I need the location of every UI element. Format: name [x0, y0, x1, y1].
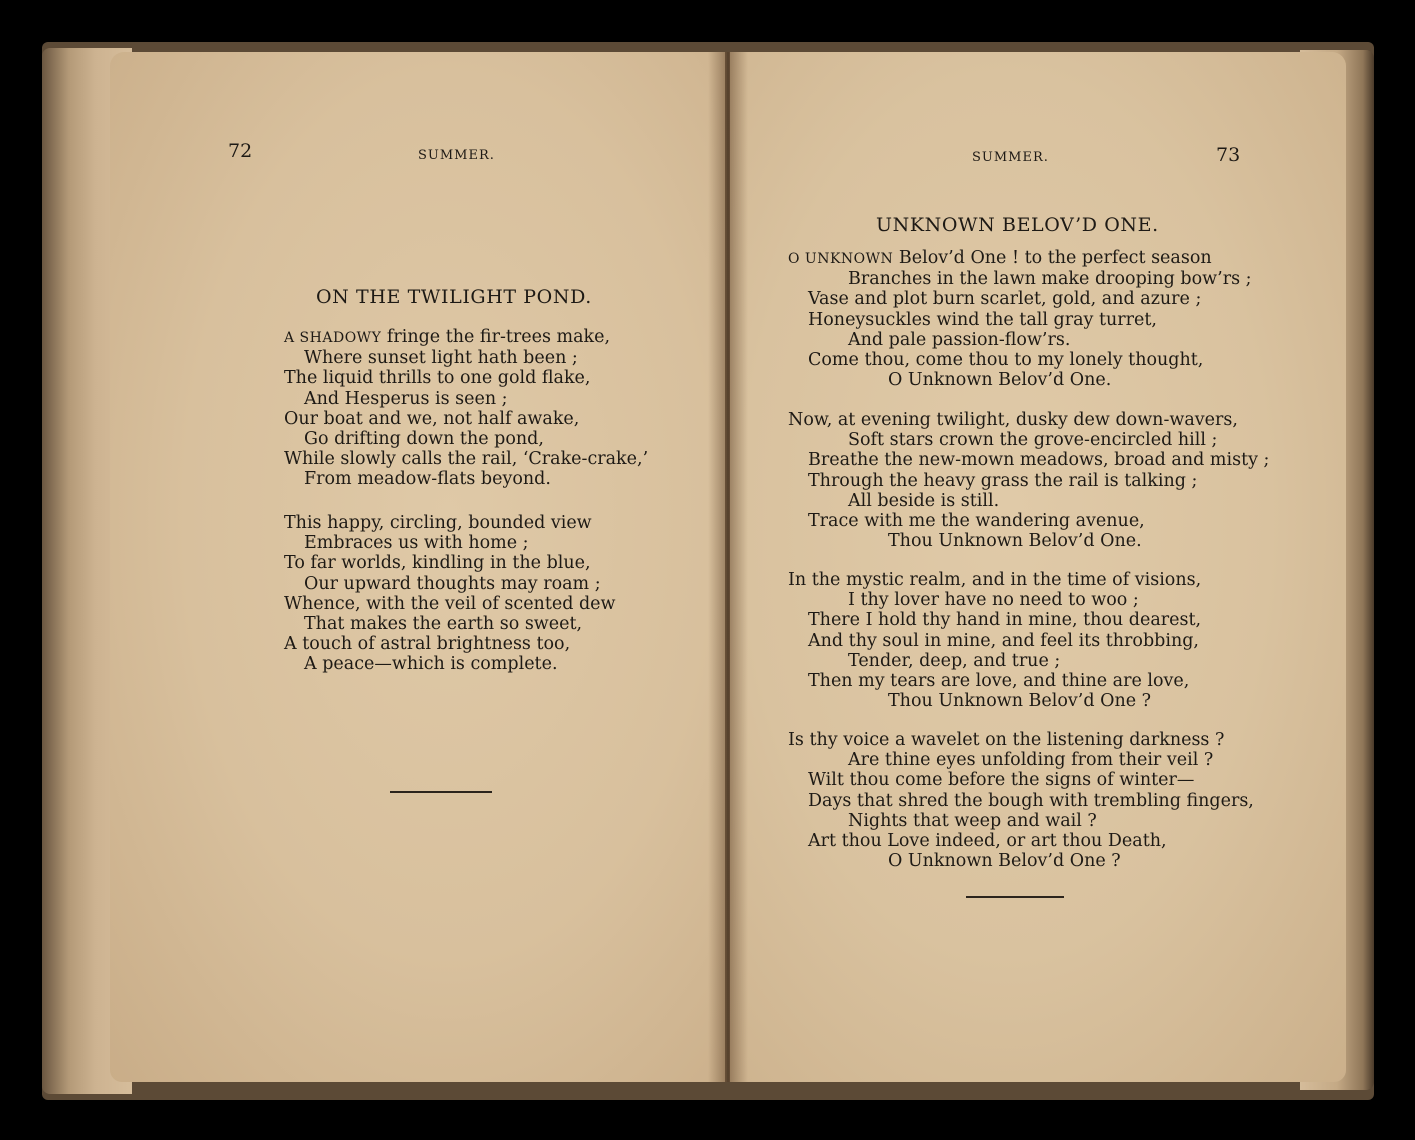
verse-line: To far worlds, kindling in the blue,	[284, 553, 591, 574]
verse-line: Branches in the lawn make drooping bow’rs ;	[848, 269, 1252, 290]
verse-line: Our upward thoughts may roam ;	[304, 573, 601, 594]
verse-line: Now, at evening twilight, dusky dew down-wavers,	[788, 410, 1238, 430]
verse-line: Trace with me the wandering avenue,	[808, 511, 1145, 532]
verse-line: While slowly calls the rail, ‘Crake-crake,’	[284, 449, 649, 470]
verse-line: There I hold thy hand in mine, thou dearest,	[808, 610, 1202, 631]
verse-line: Whence, with the veil of scented dew	[284, 593, 616, 614]
verse-line: I thy lover have no need to woo ;	[848, 590, 1139, 611]
stanza	[788, 410, 1269, 551]
page-number: 73	[1216, 144, 1241, 166]
verse-line: In the mystic realm, and in the time of visions,	[788, 570, 1202, 590]
verse-line: Thou Unknown Belov’d One.	[888, 531, 1142, 552]
verse-line: Soft stars crown the grove-encircled hill ;	[848, 430, 1218, 451]
verse-line: And Hesperus is seen ;	[304, 388, 508, 409]
verse-line: And pale passion-flow’rs.	[848, 329, 1071, 350]
verse-line: This happy, circling, bounded view	[284, 513, 592, 533]
verse-line: Then my tears are love, and thine are love,	[808, 671, 1190, 692]
verse-line: O Unknown Belov’d One.	[888, 370, 1112, 391]
stanza	[788, 730, 1254, 871]
verse-line: Tender, deep, and true ;	[848, 650, 1061, 671]
verse-line: That makes the earth so sweet,	[304, 614, 583, 635]
poem-title: ON THE TWILIGHT POND.	[316, 286, 592, 308]
verse-line: Where sunset light hath been ;	[304, 348, 578, 369]
verse-line: Are thine eyes unfolding from their veil ?	[848, 750, 1214, 771]
verse-line: Nights that weep and wail ?	[848, 810, 1097, 831]
verse-line: All beside is still.	[848, 490, 1000, 511]
verse-line: Go drifting down the pond,	[304, 429, 544, 450]
verse-line: And thy soul in mine, and feel its throbbing,	[808, 630, 1199, 651]
verse-line: A SHADOWY fringe the fir-trees make,	[284, 327, 611, 347]
verse-line: Our boat and we, not half awake,	[284, 408, 580, 429]
stanza	[788, 570, 1201, 711]
page-number: 72	[228, 140, 253, 162]
running-head: SUMMER.	[418, 148, 495, 163]
verse-line: Through the heavy grass the rail is talking ;	[808, 470, 1198, 491]
verse-line: O Unknown Belov’d One ?	[888, 851, 1121, 872]
verse-line: From meadow-flats beyond.	[304, 469, 551, 490]
end-rule	[390, 791, 492, 793]
stanza	[284, 513, 616, 675]
running-head: SUMMER.	[972, 150, 1049, 165]
verse-line: Thou Unknown Belov’d One ?	[888, 691, 1152, 712]
verse-line: Honeysuckles wind the tall gray turret,	[808, 309, 1157, 330]
verse-line: A peace—which is complete.	[304, 654, 558, 675]
verse-line: Art thou Love indeed, or art thou Death,	[808, 831, 1167, 852]
verse-line: Vase and plot burn scarlet, gold, and azure ;	[808, 289, 1202, 310]
left-page	[110, 52, 725, 1082]
verse-line: A touch of astral brightness too,	[284, 634, 571, 655]
verse-line: O UNKNOWN Belov’d One ! to the perfect season	[788, 248, 1212, 268]
book-gutter	[708, 52, 748, 1082]
verse-line: Wilt thou come before the signs of winter—	[808, 770, 1195, 791]
verse-line: Days that shred the bough with trembling fingers,	[808, 790, 1254, 811]
poem-title: UNKNOWN BELOV’D ONE.	[876, 214, 1159, 236]
verse-line: Is thy voice a wavelet on the listening darkness ?	[788, 730, 1225, 750]
right-page	[730, 52, 1346, 1082]
end-rule	[966, 896, 1064, 898]
stanza	[788, 248, 1252, 390]
stanza	[284, 327, 648, 490]
verse-line: Breathe the new-mown meadows, broad and misty ;	[808, 450, 1270, 471]
verse-line: Come thou, come thou to my lonely thought,	[808, 350, 1204, 371]
verse-line: The liquid thrills to one gold flake,	[284, 368, 591, 389]
verse-line: Embraces us with home ;	[304, 533, 529, 554]
